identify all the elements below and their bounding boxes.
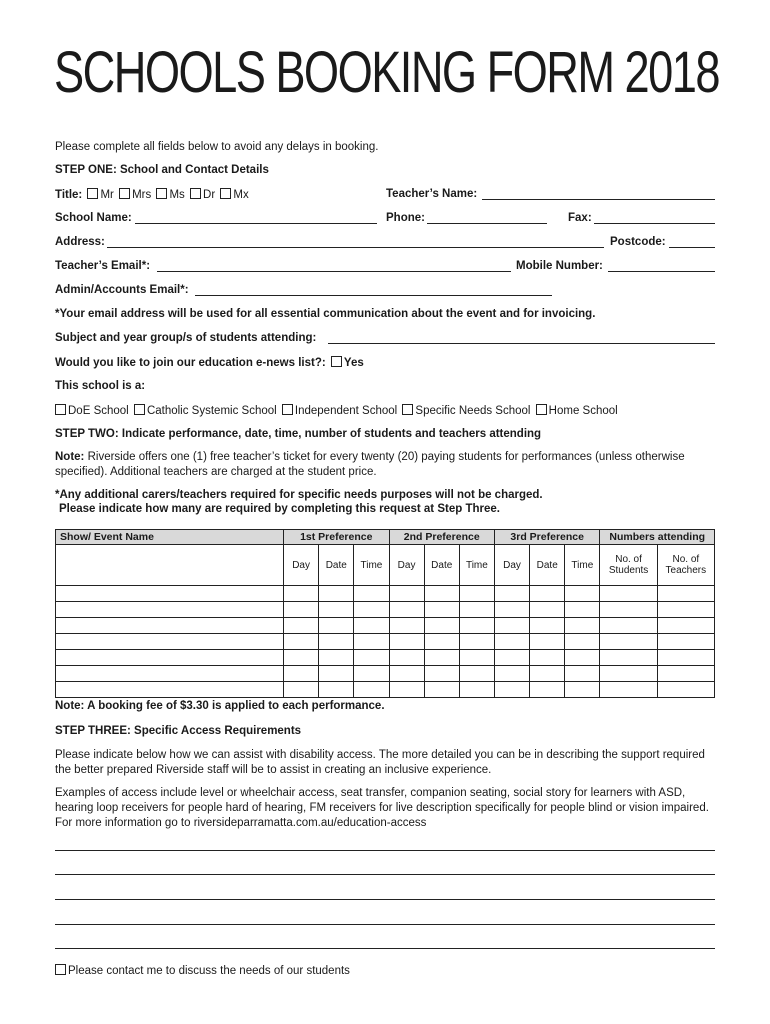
- phone-input[interactable]: [427, 223, 547, 224]
- show-name-cell[interactable]: [56, 545, 284, 586]
- option-mx: Mx: [233, 189, 249, 201]
- col-pref-1: 1st Preference: [284, 530, 389, 545]
- address-input[interactable]: [107, 247, 604, 248]
- col-numbers: Numbers attending: [600, 530, 715, 545]
- contact-field: [53, 964, 350, 977]
- booking-cell[interactable]: [424, 634, 459, 650]
- booking-cell[interactable]: [56, 666, 284, 682]
- contact-label: Please contact me to discuss the needs of our students: [68, 965, 350, 977]
- booking-cell[interactable]: [600, 666, 657, 682]
- checkbox-mx[interactable]: [220, 188, 231, 199]
- booking-row: [56, 618, 715, 634]
- mobile-input[interactable]: [608, 271, 715, 272]
- booking-cell[interactable]: [389, 618, 424, 634]
- teacher-name-input[interactable]: [482, 199, 715, 200]
- booking-cell[interactable]: [389, 666, 424, 682]
- subject-label: Subject and year group/s of students attending:: [55, 332, 317, 344]
- sub-time: Time: [565, 545, 600, 586]
- booking-cell[interactable]: [459, 682, 494, 698]
- booking-cell[interactable]: [657, 666, 714, 682]
- title-field: [55, 188, 249, 201]
- booking-cell[interactable]: [657, 650, 714, 666]
- school-type-options: [53, 404, 618, 417]
- booking-cell[interactable]: [56, 650, 284, 666]
- booking-cell[interactable]: [494, 618, 529, 634]
- booking-cell[interactable]: [389, 634, 424, 650]
- enews-label: Would you like to join our education e-news list?:: [55, 357, 326, 369]
- booking-cell[interactable]: [56, 586, 284, 602]
- fax-label: Fax:: [568, 212, 592, 224]
- option-independent: Independent School: [294, 405, 398, 417]
- sub-teachers: No. of Teachers: [657, 545, 714, 586]
- booking-cell[interactable]: [389, 682, 424, 698]
- email-note: *Your email address will be used for all essential communication about the event and for invoicing.: [55, 308, 596, 320]
- booking-cell[interactable]: [565, 602, 600, 618]
- booking-cell[interactable]: [600, 682, 657, 698]
- booking-cell[interactable]: [354, 650, 389, 666]
- booking-cell[interactable]: [565, 618, 600, 634]
- subject-input[interactable]: [328, 343, 715, 344]
- sub-day: Day: [494, 545, 529, 586]
- option-ms: Ms: [169, 189, 185, 201]
- booking-cell[interactable]: [530, 634, 565, 650]
- booking-cell[interactable]: [494, 602, 529, 618]
- booking-cell[interactable]: [459, 602, 494, 618]
- school-name-input[interactable]: [135, 223, 377, 224]
- booking-cell[interactable]: [657, 682, 714, 698]
- booking-cell[interactable]: [319, 586, 354, 602]
- booking-cell[interactable]: [565, 586, 600, 602]
- step-two-heading: STEP TWO: Indicate performance, date, time, number of students and teachers attending: [55, 428, 542, 440]
- postcode-label: Postcode:: [610, 236, 666, 248]
- sub-time: Time: [459, 545, 494, 586]
- booking-cell[interactable]: [565, 634, 600, 650]
- sub-students: No. of Students: [600, 545, 657, 586]
- sub-date: Date: [424, 545, 459, 586]
- option-catholic: Catholic Systemic School: [146, 405, 277, 417]
- access-line[interactable]: [55, 874, 715, 875]
- booking-cell[interactable]: [459, 650, 494, 666]
- booking-cell[interactable]: [494, 650, 529, 666]
- booking-cell[interactable]: [530, 650, 565, 666]
- note-text: Riverside offers one (1) free teacher’s ticket for every twenty (20) paying students for performances (unless otherwise specified). Additional teachers are charged at the student price.: [55, 451, 685, 478]
- booking-cell[interactable]: [565, 666, 600, 682]
- booking-cell[interactable]: [600, 650, 657, 666]
- booking-cell[interactable]: [284, 602, 319, 618]
- booking-cell[interactable]: [600, 634, 657, 650]
- booking-cell[interactable]: [424, 586, 459, 602]
- access-examples: Examples of access include level or wheelchair access, seat transfer, companion seating, social story for learners with ASD, hearing loop receivers for people hard of hearing, FM receivers for live description specifically for people blind or vision impaired. For more information go to riversideparramatta.com.au/education-access: [55, 787, 709, 829]
- booking-cell[interactable]: [284, 618, 319, 634]
- booking-cell[interactable]: [657, 634, 714, 650]
- booking-cell[interactable]: [530, 586, 565, 602]
- booking-cell[interactable]: [319, 682, 354, 698]
- carers-note-1: *Any additional carers/teachers required for specific needs purposes will not be charged.: [55, 489, 543, 501]
- teacher-email-label: Teacher’s Email*:: [55, 260, 151, 272]
- note-label: Note:: [55, 451, 85, 463]
- address-label: Address:: [55, 236, 105, 248]
- booking-cell[interactable]: [389, 602, 424, 618]
- checkbox-independent[interactable]: [282, 404, 293, 415]
- booking-cell[interactable]: [494, 586, 529, 602]
- sub-day: Day: [389, 545, 424, 586]
- booking-cell[interactable]: [319, 666, 354, 682]
- booking-cell[interactable]: [319, 618, 354, 634]
- checkbox-ms[interactable]: [156, 188, 167, 199]
- booking-cell[interactable]: [494, 682, 529, 698]
- option-specific-needs: Specific Needs School: [415, 405, 531, 417]
- col-pref-3: 3rd Preference: [494, 530, 599, 545]
- booking-cell[interactable]: [657, 618, 714, 634]
- access-intro: Please indicate below how we can assist with disability access. The more detailed you can be in describing the support required the better prepared Riverside staff will be to assist in creating an inclusive experience.: [55, 749, 705, 776]
- booking-cell[interactable]: [354, 618, 389, 634]
- booking-cell[interactable]: [56, 634, 284, 650]
- booking-cell[interactable]: [459, 618, 494, 634]
- booking-cell[interactable]: [56, 682, 284, 698]
- col-pref-2: 2nd Preference: [389, 530, 494, 545]
- option-doe: DoE School: [68, 405, 129, 417]
- booking-cell[interactable]: [494, 666, 529, 682]
- booking-cell[interactable]: [284, 634, 319, 650]
- checkbox-enews-yes[interactable]: [331, 356, 342, 367]
- col-show-name: Show/ Event Name: [56, 530, 284, 545]
- booking-cell[interactable]: [319, 602, 354, 618]
- booking-cell[interactable]: [565, 682, 600, 698]
- booking-cell[interactable]: [354, 666, 389, 682]
- booking-cell[interactable]: [424, 618, 459, 634]
- checkbox-doe[interactable]: [55, 404, 66, 415]
- checkbox-mrs[interactable]: [119, 188, 130, 199]
- booking-table: [55, 529, 715, 698]
- step-three-heading: STEP THREE: Specific Access Requirements: [55, 725, 302, 737]
- enews-field: [55, 356, 364, 369]
- access-line[interactable]: [55, 948, 715, 949]
- booking-cell[interactable]: [600, 586, 657, 602]
- booking-cell[interactable]: [530, 682, 565, 698]
- booking-cell[interactable]: [56, 602, 284, 618]
- booking-row: [56, 634, 715, 650]
- step-one-heading: STEP ONE: School and Contact Details: [55, 164, 269, 176]
- sub-time: Time: [354, 545, 389, 586]
- title-label: Title:: [55, 189, 83, 201]
- phone-label: Phone:: [386, 212, 425, 224]
- booking-cell[interactable]: [319, 634, 354, 650]
- booking-cell[interactable]: [389, 650, 424, 666]
- admin-email-input[interactable]: [195, 295, 552, 296]
- access-line[interactable]: [55, 924, 715, 925]
- booking-cell[interactable]: [657, 602, 714, 618]
- form-title: SCHOOLS BOOKING FORM 2018: [54, 40, 719, 105]
- fax-input[interactable]: [594, 223, 715, 224]
- teacher-name-label: Teacher’s Name:: [386, 188, 478, 200]
- booking-row: [56, 666, 715, 682]
- booking-cell[interactable]: [424, 682, 459, 698]
- booking-cell[interactable]: [459, 586, 494, 602]
- booking-cell[interactable]: [354, 586, 389, 602]
- booking-cell[interactable]: [389, 586, 424, 602]
- checkbox-specific-needs[interactable]: [402, 404, 413, 415]
- checkbox-dr[interactable]: [190, 188, 201, 199]
- booking-row: [56, 602, 715, 618]
- checkbox-mr[interactable]: [87, 188, 98, 199]
- enews-yes-label: Yes: [343, 357, 364, 369]
- admin-email-label: Admin/Accounts Email*:: [55, 284, 189, 296]
- booking-cell[interactable]: [354, 602, 389, 618]
- checkbox-catholic[interactable]: [134, 404, 145, 415]
- access-line[interactable]: [55, 850, 715, 851]
- option-home: Home School: [548, 405, 618, 417]
- carers-note-2: Please indicate how many are required by completing this request at Step Three.: [59, 503, 500, 515]
- booking-cell[interactable]: [284, 682, 319, 698]
- booking-cell[interactable]: [56, 618, 284, 634]
- option-mrs: Mrs: [132, 189, 152, 201]
- postcode-input[interactable]: [669, 247, 715, 248]
- booking-cell[interactable]: [530, 618, 565, 634]
- booking-cell[interactable]: [284, 666, 319, 682]
- access-line[interactable]: [55, 899, 715, 900]
- booking-cell[interactable]: [565, 650, 600, 666]
- school-name-label: School Name:: [55, 212, 132, 224]
- option-mr: Mr: [100, 189, 114, 201]
- intro-text: Please complete all fields below to avoid any delays in booking.: [55, 141, 379, 153]
- booking-cell[interactable]: [494, 634, 529, 650]
- booking-row: [56, 682, 715, 698]
- booking-cell[interactable]: [354, 682, 389, 698]
- booking-row: [56, 586, 715, 602]
- booking-cell[interactable]: [459, 634, 494, 650]
- sub-date: Date: [530, 545, 565, 586]
- booking-cell[interactable]: [284, 650, 319, 666]
- mobile-label: Mobile Number:: [516, 260, 603, 272]
- step-two-note: [55, 450, 715, 480]
- booking-cell[interactable]: [530, 666, 565, 682]
- booking-cell[interactable]: [657, 586, 714, 602]
- fee-note: Note: A booking fee of $3.30 is applied to each performance.: [55, 700, 385, 712]
- sub-date: Date: [319, 545, 354, 586]
- booking-cell[interactable]: [459, 666, 494, 682]
- booking-cell[interactable]: [530, 602, 565, 618]
- teacher-email-input[interactable]: [157, 271, 511, 272]
- booking-cell[interactable]: [600, 618, 657, 634]
- booking-cell[interactable]: [284, 586, 319, 602]
- sub-day: Day: [284, 545, 319, 586]
- booking-row: [56, 650, 715, 666]
- checkbox-contact[interactable]: [55, 964, 66, 975]
- booking-cell[interactable]: [424, 602, 459, 618]
- school-type-label: This school is a:: [55, 380, 146, 392]
- booking-cell[interactable]: [424, 666, 459, 682]
- booking-cell[interactable]: [354, 634, 389, 650]
- booking-cell[interactable]: [424, 650, 459, 666]
- checkbox-home[interactable]: [536, 404, 547, 415]
- option-dr: Dr: [203, 189, 216, 201]
- booking-cell[interactable]: [600, 602, 657, 618]
- booking-cell[interactable]: [319, 650, 354, 666]
